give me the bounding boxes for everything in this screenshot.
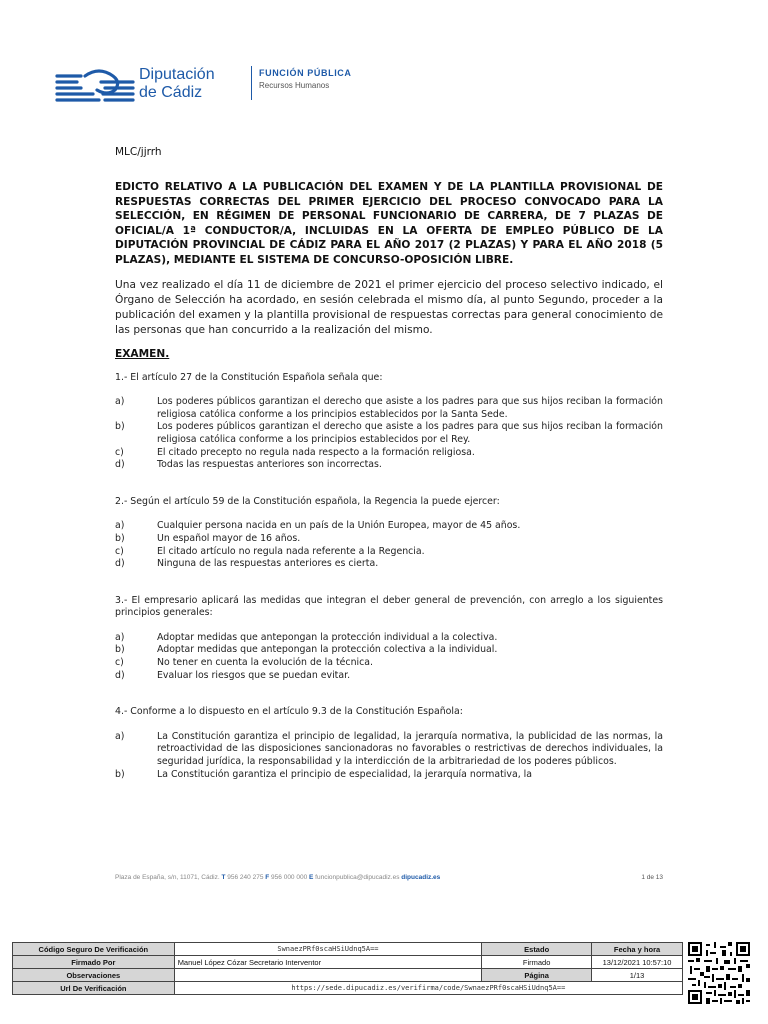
option-text: Adoptar medidas que antepongan la protección colectiva a la individual. <box>157 644 498 656</box>
csv-label: Código Seguro De Verificación <box>13 943 175 956</box>
phone-label: T <box>221 874 226 881</box>
option-text: Todas las respuestas anteriores son incorrectas. <box>157 459 382 471</box>
option-letter: b) <box>115 421 125 433</box>
footer-address: Plaza de España, s/n, 11071, Cádiz. <box>115 874 220 881</box>
option-letter: c) <box>115 545 124 557</box>
page-footer <box>115 874 663 881</box>
answer-option <box>115 459 663 472</box>
estado-label: Estado <box>482 943 592 956</box>
email-label: E <box>309 874 314 881</box>
option-letter: d) <box>115 669 125 681</box>
observaciones-value <box>174 969 482 982</box>
option-letter: a) <box>115 631 125 643</box>
intro-paragraph: Una vez realizado el día 11 de diciembre de 2021 el primer ejercicio del proceso selectivo indicado, el Órgano de Selección ha acordado, en sesión celebrada el mismo día, al punto Segundo, proceder a la publicación del examen y la plantilla provisional de respuestas correctas para general conocimiento de las personas que han concurrido a la realización del mismo. <box>115 278 663 336</box>
csv-value: SwnaezPRf0scaHSiUdnq5A== <box>174 943 482 956</box>
option-text: Los poderes públicos garantizan el derecho que asiste a los padres para que sus hijos reciban la formación religiosa católica conforme a los principios establecidos por la Santa Sede. <box>157 396 663 420</box>
option-text: El citado artículo no regula nada referente a la Regencia. <box>157 545 425 557</box>
fax-label: F <box>265 874 270 881</box>
fecha-value: 13/12/2021 10:57:10 <box>592 956 683 969</box>
question-block <box>115 372 663 472</box>
pagina-value: 1/13 <box>592 969 683 982</box>
option-letter: d) <box>115 558 125 570</box>
fecha-label: Fecha y hora <box>592 943 683 956</box>
option-letter: b) <box>115 768 125 780</box>
question-block <box>115 496 663 571</box>
option-text: La Constitución garantiza el principio de especialidad, la jerarquía normativa, la <box>157 768 532 780</box>
option-text: Los poderes públicos garantizan el derecho que asiste a los padres para que sus hijos reciban la formación religiosa católica conforme a los principios establecidos por el Rey. <box>157 421 663 445</box>
option-letter: b) <box>115 644 125 656</box>
question-block <box>115 706 663 781</box>
answer-option <box>115 731 663 769</box>
option-letter: a) <box>115 396 125 408</box>
answer-option <box>115 769 663 782</box>
question-text: 1.- El artículo 27 de la Constitución Española señala que: <box>115 371 383 383</box>
answer-option <box>115 546 663 559</box>
qr-code-icon <box>688 942 750 1004</box>
option-text: El citado precepto no regula nada respecto a la formación religiosa. <box>157 446 475 458</box>
question-text: 4.- Conforme a lo dispuesto en el artículo 9.3 de la Constitución Española: <box>115 706 463 718</box>
answer-option <box>115 632 663 645</box>
org-name <box>139 66 215 102</box>
option-letter: b) <box>115 532 125 544</box>
subdepartment-name: Recursos Humanos <box>259 81 330 90</box>
answer-option <box>115 533 663 546</box>
logo-divider <box>251 66 252 100</box>
question-block <box>115 595 663 683</box>
option-text: Cualquier persona nacida en un país de la Unión Europea, mayor de 45 años. <box>157 520 521 532</box>
option-text: Adoptar medidas que antepongan la protección individual a la colectiva. <box>157 631 498 643</box>
footer-email[interactable]: funcionpublica@dipucadiz.es <box>315 874 400 881</box>
option-text: La Constitución garantiza el principio de legalidad, la jerarquía normativa, la publicidad de las normas, la retroactividad de las disposiciones sancionadoras no favorables o restrictivas de derechos individuales, la seguridad jurídica, la responsabilidad y la interdicción de la arbitrariedad de los poderes públicos. <box>157 730 663 768</box>
verification-url[interactable]: https://sede.dipucadiz.es/verifirma/code/SwnaezPRf0scaHSiUdnq5A== <box>174 982 682 995</box>
pagina-label: Página <box>482 969 592 982</box>
diputacion-logo-icon <box>55 68 135 102</box>
answer-option <box>115 644 663 657</box>
answer-option <box>115 670 663 683</box>
page-number: 1 de 13 <box>641 874 663 881</box>
signature-verification-table <box>12 942 683 995</box>
document-reference: MLC/jjrrh <box>115 146 162 158</box>
footer-phone: 956 240 275 <box>227 874 264 881</box>
observaciones-label: Observaciones <box>13 969 175 982</box>
option-text: Un español mayor de 16 años. <box>157 532 301 544</box>
option-letter: c) <box>115 446 124 458</box>
answer-option <box>115 421 663 446</box>
option-letter: a) <box>115 730 125 742</box>
footer-fax: 956 000 000 <box>271 874 308 881</box>
option-text: Ninguna de las respuestas anteriores es cierta. <box>157 558 379 570</box>
department-name: FUNCIÓN PÚBLICA <box>259 68 352 78</box>
org-name-line1: Diputación <box>139 66 215 83</box>
estado-value: Firmado <box>482 956 592 969</box>
document-title: EDICTO RELATIVO A LA PUBLICACIÓN DEL EXAMEN Y DE LA PLANTILLA PROVISIONAL DE RESPUESTAS CORRECTAS DEL PRIMER EJERCICIO DEL PROCESO CONVOCADO PARA LA SELECCIÓN, EN RÉGIMEN DE PERSONAL FUNCIONARIO DE CARRERA, DE 7 PLAZAS DE OFICIAL/A 1ª CONDUCTOR/A, INCLUIDAS EN LA OFERTA DE EMPLEO PÚBLICO DE LA DIPUTACIÓN PROVINCIAL DE CÁDIZ PARA EL AÑO 2017 (2 PLAZAS) Y PARA EL AÑO 2018 (5 PLAZAS), MEDIANTE EL SISTEMA DE CONCURSO-OPOSICIÓN LIBRE. <box>115 181 663 266</box>
option-letter: c) <box>115 657 124 669</box>
option-text: Evaluar los riesgos que se puedan evitar. <box>157 669 351 681</box>
document-body <box>115 146 663 781</box>
exam-heading: EXAMEN. <box>115 347 170 360</box>
answer-option <box>115 520 663 533</box>
question-text: 3.- El empresario aplicará las medidas que integran el deber general de prevención, con arreglo a los siguientes principios generales: <box>115 594 663 619</box>
answer-option <box>115 657 663 670</box>
firmado-por-label: Firmado Por <box>13 956 175 969</box>
question-text: 2.- Según el artículo 59 de la Constitución española, la Regencia la puede ejercer: <box>115 495 500 507</box>
footer-website[interactable]: dipucadiz.es <box>401 874 441 881</box>
answer-option <box>115 447 663 460</box>
org-name-line2: de Cádiz <box>139 84 203 101</box>
answer-option <box>115 396 663 421</box>
option-letter: a) <box>115 520 125 532</box>
firmado-por-value: Manuel López Cózar Secretario Interventor <box>174 956 482 969</box>
option-text: No tener en cuenta la evolución de la técnica. <box>157 657 374 669</box>
answer-option <box>115 558 663 571</box>
option-letter: d) <box>115 459 125 471</box>
url-label: Url De Verificación <box>13 982 175 995</box>
